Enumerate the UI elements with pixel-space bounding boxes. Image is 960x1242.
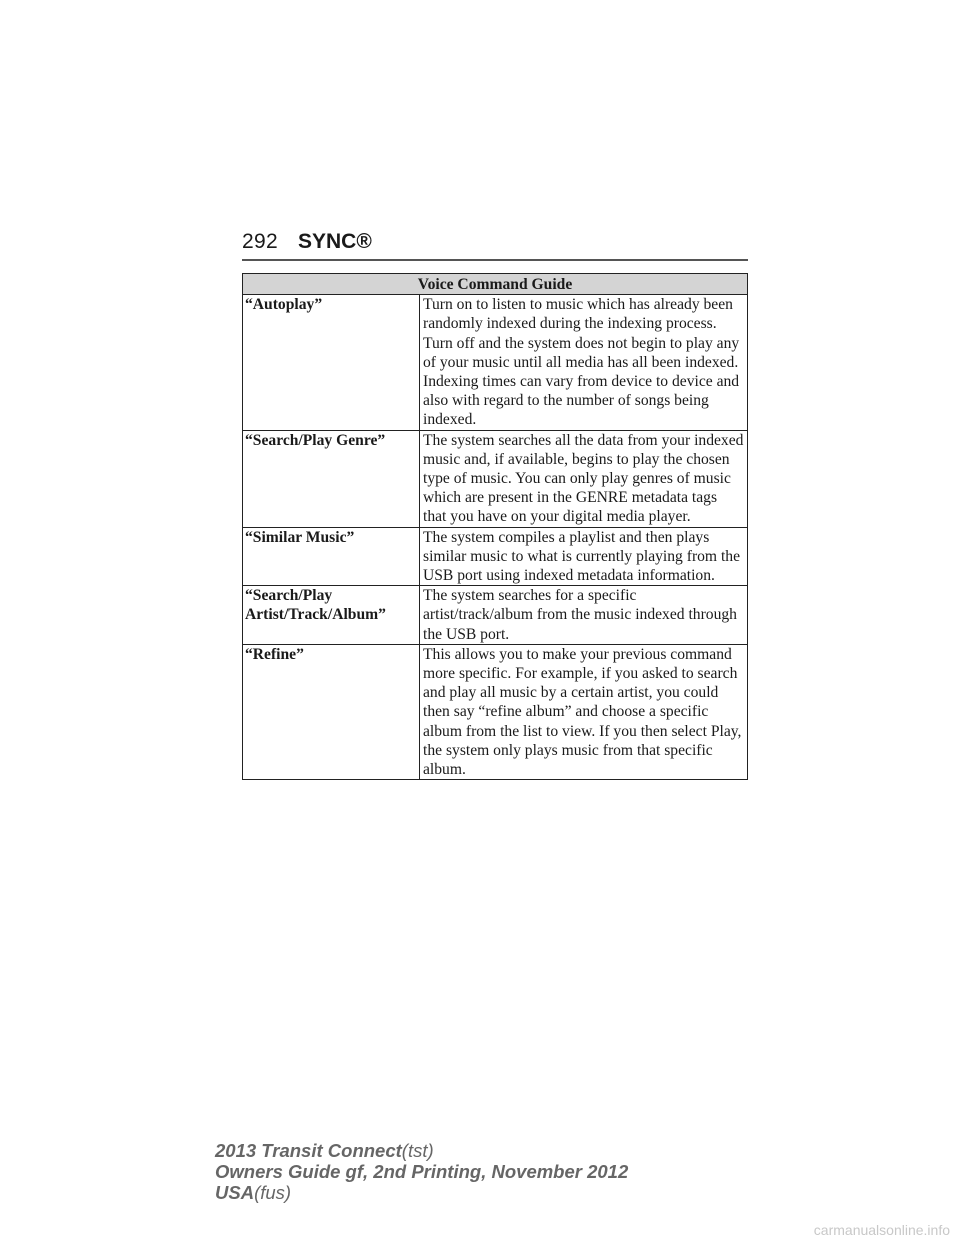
footer-region-name: USA [215,1182,255,1203]
footer-line-region [215,1182,628,1203]
command-cell: “Similar Music” [243,527,420,586]
description-cell [420,295,748,430]
voice-command-table [242,273,748,780]
description-cell [420,644,748,779]
section-title: SYNC® [298,230,372,253]
command-cell: “Refine” [243,644,420,779]
table-row-refine [243,644,748,779]
table-row-autoplay [243,295,748,430]
description-cell [420,430,748,527]
table-header-row [243,274,748,295]
footer-region-code: (fus) [254,1182,292,1203]
description-paragraph: Turn on to listen to music which has already been randomly indexed during the indexing process. [423,296,733,333]
command-cell: “Search/Play Artist/Track/Album” [243,586,420,645]
description-cell [420,586,748,645]
table-row-similar-music [243,527,748,586]
description-paragraph: The system searches all the data from your indexed music and, if available, begins to play the chosen type of music. You can only play genres of music which are present in the GENRE metadata tags that you have on your digital media player. [423,431,744,526]
description-cell [420,527,748,586]
footer-line-model [215,1140,628,1161]
footer-printing-info: Owners Guide gf, 2nd Printing, November 2012 [215,1161,629,1182]
page-number: 292 [242,230,278,253]
description-paragraph: The system searches for a specific artist/track/album from the music indexed through the USB port. [423,587,737,643]
command-cell: “Search/Play Genre” [243,430,420,527]
table-title: Voice Command Guide [243,274,748,295]
site-watermark: carmanualsonline.info [813,1222,950,1238]
description-paragraph: The system compiles a playlist and then plays similar music to what is currently playing from the USB port using indexed metadata information. [423,528,741,585]
page-header [242,230,748,260]
description-paragraph: Turn off and the system does not begin to play any of your music until all media has all been indexed. Indexing times can vary from device to device and also with regard to the number of songs being indexed. [423,334,740,429]
table-row-search-play-artist-track-album [243,586,748,645]
description-paragraph: This allows you to make your previous command more specific. For example, if you asked to search and play all music by a certain artist, you could then say “refine album” and choose a specific album from the list to view. If you then select Play, the system only plays music from that specific album. [423,645,742,779]
footer-model-name: 2013 Transit Connect [215,1140,402,1161]
header-divider [242,259,748,261]
document-footer [215,1140,628,1203]
command-cell: “Autoplay” [243,295,420,430]
footer-model-code: (tst) [401,1140,434,1161]
table-row-search-play-genre [243,430,748,527]
